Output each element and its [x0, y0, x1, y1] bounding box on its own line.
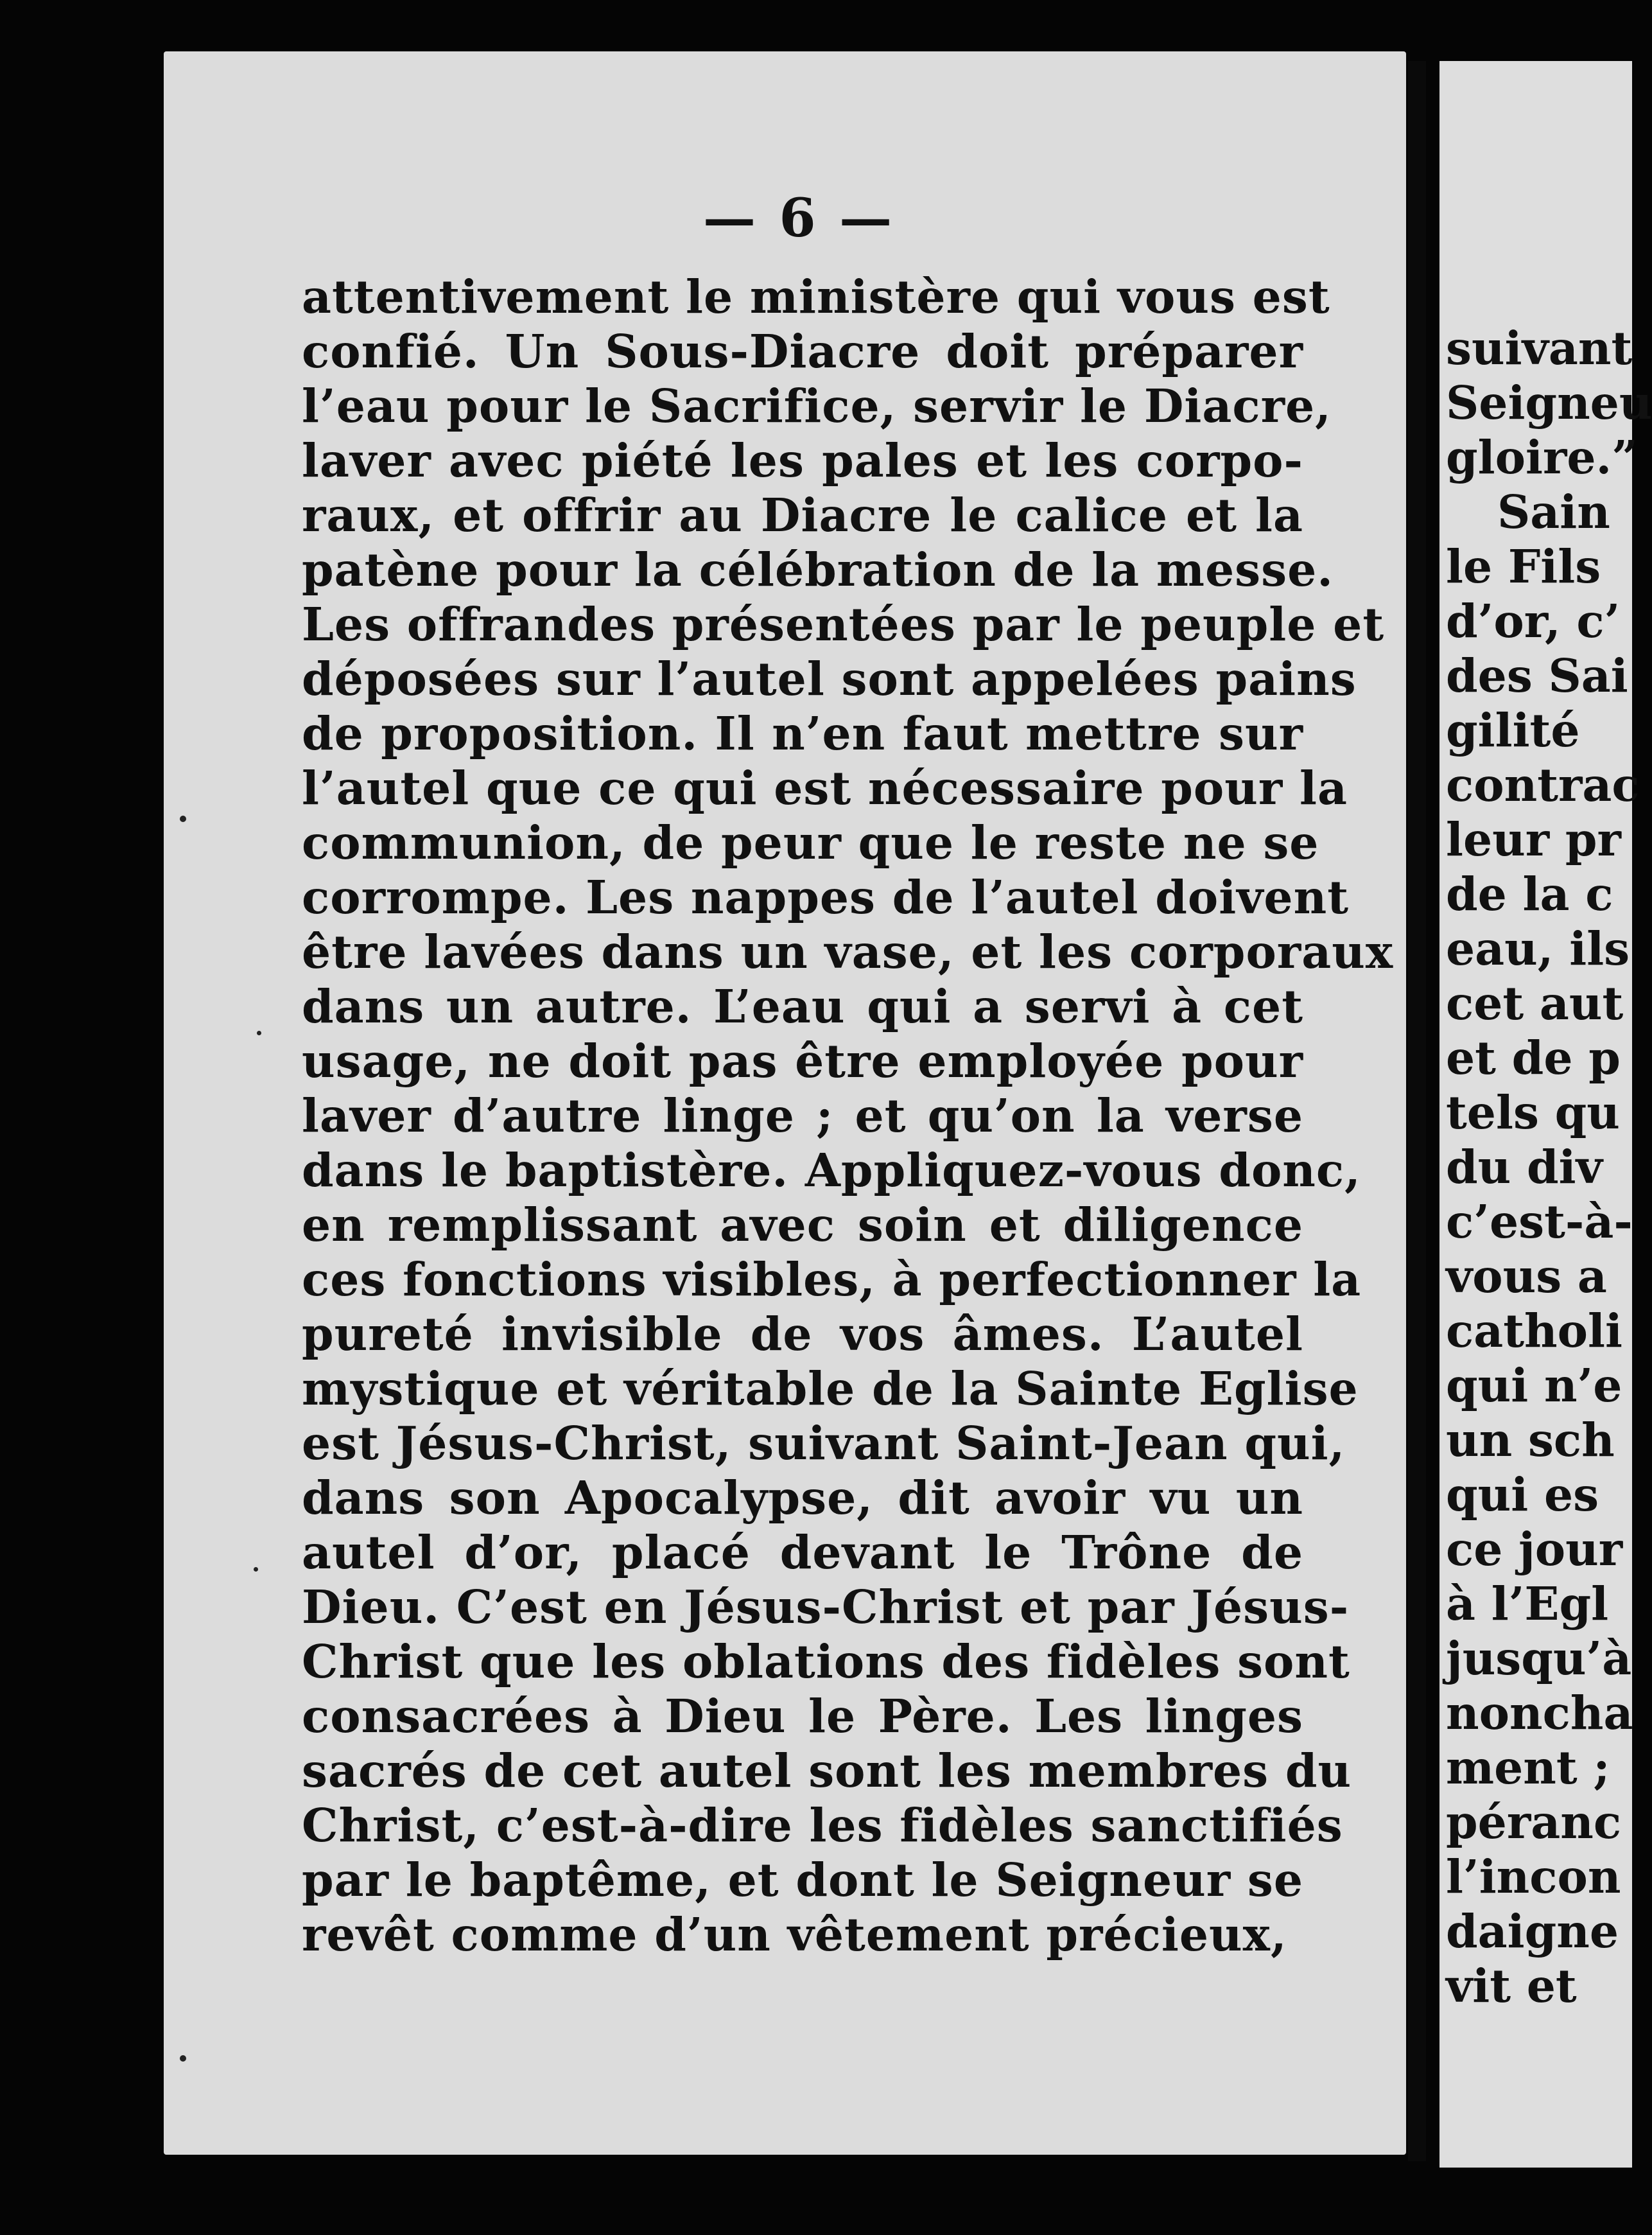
text-line: d’or, c’ — [1446, 594, 1621, 648]
text-line: gloire.” — [1446, 430, 1639, 484]
text-line: noncha — [1446, 1686, 1633, 1740]
text-line: pureté invisible de vos âmes. L’autel — [302, 1307, 1303, 1361]
text-line: dans le baptistère. Appliquez-vous donc, — [302, 1143, 1361, 1197]
text-line: contrac — [1446, 758, 1640, 812]
text-line: tels qu — [1446, 1085, 1620, 1139]
text-line: eau, ils — [1446, 922, 1630, 976]
text-line: attentivement le ministère qui vous est — [302, 270, 1330, 324]
text-line: vous a — [1446, 1249, 1607, 1303]
text-line: de la c — [1446, 867, 1613, 921]
scan-speck — [180, 2055, 186, 2062]
text-line: péranc — [1446, 1795, 1622, 1849]
text-line: suivant — [1446, 321, 1633, 375]
text-line: l’eau pour le Sacrifice, servir le Diacre, — [302, 379, 1332, 433]
text-line: revêt comme d’un vêtement précieux, — [302, 1907, 1287, 1961]
text-line: ce jour — [1446, 1522, 1623, 1576]
text-line: raux, et offrir au Diacre le calice et la — [302, 488, 1303, 542]
text-line: est Jésus-Christ, suivant Saint-Jean qui, — [302, 1416, 1346, 1470]
text-line: qui es — [1446, 1468, 1599, 1521]
text-line: confié. Un Sous-Diacre doit préparer — [302, 324, 1303, 378]
text-line: des Sai — [1446, 649, 1628, 703]
text-line: Sain — [1497, 485, 1610, 539]
left-page-text — [302, 270, 1394, 1962]
text-line: l’autel que ce qui est nécessaire pour la — [302, 761, 1348, 815]
text-line: Seigneu — [1446, 376, 1652, 430]
text-line: qui n’e — [1446, 1358, 1622, 1412]
text-line: Christ que les oblations des fidèles sont — [302, 1635, 1350, 1688]
text-line: le Fils — [1446, 539, 1601, 593]
text-line: Dieu. C’est en Jésus-Christ et par Jésus- — [302, 1580, 1350, 1634]
text-line: en remplissant avec soin et diligence — [302, 1198, 1303, 1252]
text-line: un sch — [1446, 1413, 1615, 1467]
text-line: catholi — [1446, 1304, 1622, 1358]
text-line: Les offrandes présentées par le peuple et — [302, 597, 1385, 651]
text-line: ces fonctions visibles, à perfectionner la — [302, 1252, 1362, 1306]
text-line: de proposition. Il n’en faut mettre sur — [302, 706, 1303, 760]
text-line: autel d’or, placé devant le Trône de — [302, 1525, 1303, 1579]
text-line: par le baptême, et dont le Seigneur se — [302, 1853, 1304, 1907]
text-line: du div — [1446, 1140, 1603, 1194]
text-line: l’incon — [1446, 1850, 1621, 1904]
text-line: cet aut — [1446, 976, 1624, 1030]
text-line: gilité — [1446, 703, 1580, 757]
text-line: à l’Egl — [1446, 1577, 1609, 1631]
text-line: consacrées à Dieu le Père. Les linges — [302, 1689, 1303, 1743]
text-line: dans un autre. L’eau qui a servi à cet — [302, 979, 1303, 1033]
text-line: sacrés de cet autel sont les membres du — [302, 1744, 1352, 1798]
text-line: leur pr — [1446, 812, 1621, 866]
text-line: communion, de peur que le reste ne se — [302, 816, 1319, 870]
text-line: laver avec piété les pales et les corpo- — [302, 434, 1303, 487]
text-line: Christ, c’est-à-dire les fidèles sanctifiés — [302, 1798, 1343, 1852]
scan-speck — [254, 1567, 258, 1572]
text-line: vit et — [1446, 1959, 1577, 2013]
text-line: c’est-à- — [1446, 1195, 1633, 1249]
scan-speck — [180, 816, 186, 822]
text-line: et de p — [1446, 1031, 1621, 1085]
text-line: laver d’autre linge ; et qu’on la verse — [302, 1089, 1303, 1143]
right-page-text — [1446, 321, 1651, 2013]
text-line: daigne — [1446, 1904, 1619, 1958]
text-line: jusqu’à — [1446, 1631, 1632, 1685]
page-number: — 6 — — [703, 188, 895, 249]
text-line: usage, ne doit pas être employée pour — [302, 1034, 1303, 1088]
text-line: déposées sur l’autel sont appelées pains — [302, 652, 1357, 706]
text-line: dans son Apocalypse, dit avoir vu un — [302, 1471, 1303, 1525]
text-line: corrompe. Les nappes de l’autel doivent — [302, 870, 1350, 924]
text-line: ment ; — [1446, 1740, 1610, 1794]
gutter-divider — [1408, 61, 1426, 2161]
text-line: mystique et véritable de la Sainte Eglise — [302, 1362, 1359, 1416]
text-line: être lavées dans un vase, et les corporaux — [302, 925, 1394, 979]
scan-speck — [257, 1031, 261, 1035]
text-line: patène pour la célébration de la messe. — [302, 543, 1334, 597]
